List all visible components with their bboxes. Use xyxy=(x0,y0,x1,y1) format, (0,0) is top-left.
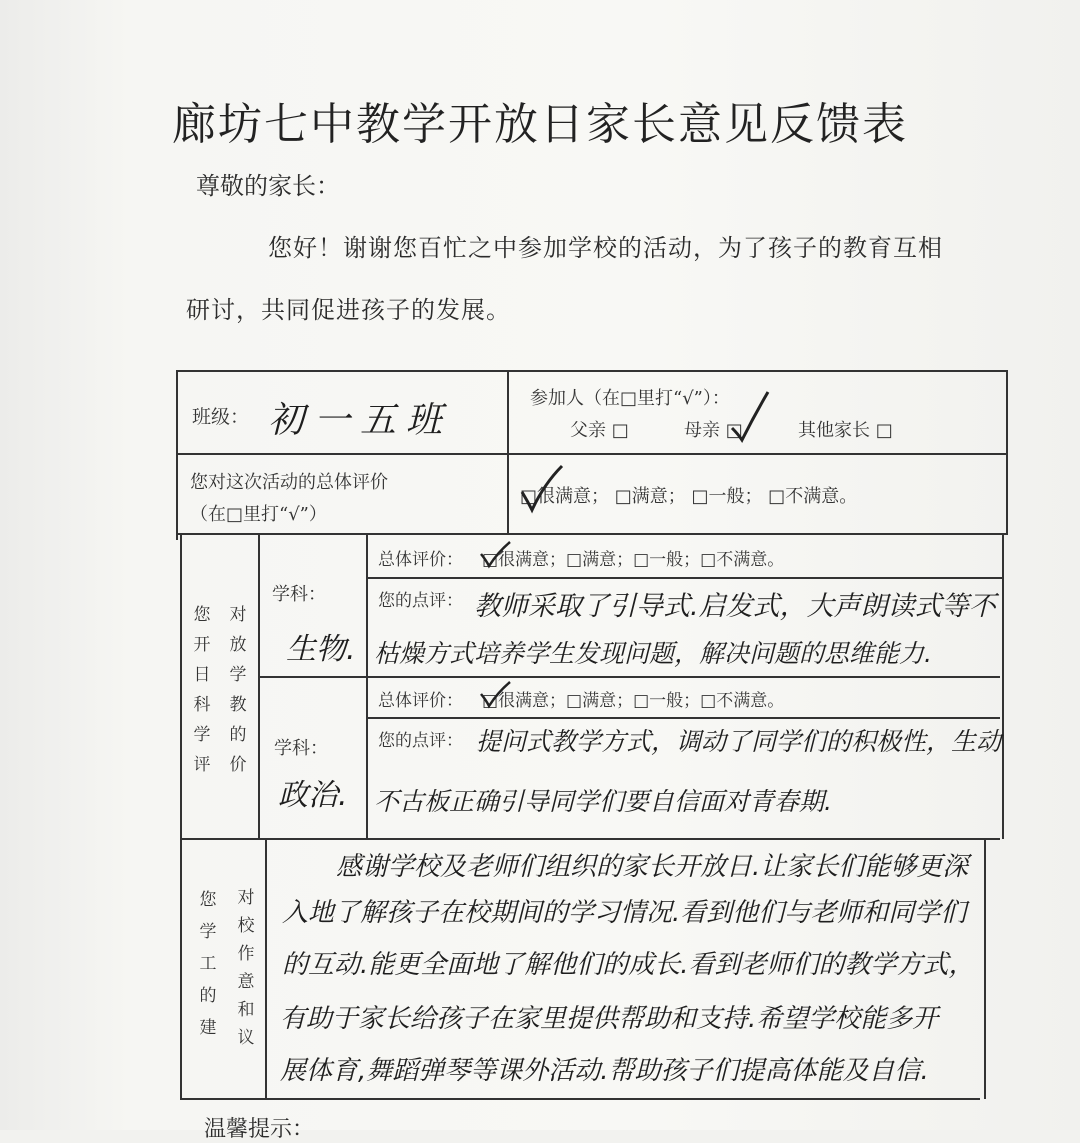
checkmark-icon xyxy=(478,680,512,710)
subject-2-rating-label: 总体评价： xyxy=(378,691,463,711)
table-col-divider xyxy=(265,838,267,1099)
participant-father[interactable]: 父亲 □ xyxy=(570,420,629,441)
intro-line-2: 研讨，共同促进孩子的发展。 xyxy=(186,296,511,324)
checkmark-icon xyxy=(516,462,566,516)
table-row-divider xyxy=(176,533,1006,535)
subject-section-label-col1: 您开日科学评 xyxy=(193,605,211,775)
checkmark-icon xyxy=(478,540,512,570)
table-row-divider xyxy=(180,838,1000,840)
table-col-divider xyxy=(507,370,509,535)
intro-line-1: 您好！谢谢您百忙之中参加学校的活动，为了孩子的教育互相 xyxy=(268,234,943,262)
table-border-right xyxy=(1006,370,1008,535)
table-row-divider xyxy=(368,577,1004,579)
checkmark-icon xyxy=(728,388,776,448)
table-col-divider xyxy=(366,533,368,839)
overall-label-line1: 您对这次活动的总体评价 xyxy=(190,472,388,493)
subject-2-label: 学科： xyxy=(274,738,328,759)
overall-label-line2: （在□里打“√”） xyxy=(190,504,327,525)
subject-1-name: 生物. xyxy=(286,632,356,667)
subject-section-label-col2: 对放学教的价 xyxy=(229,605,247,775)
participant-other[interactable]: 其他家长 □ xyxy=(798,420,893,441)
subject-2-comment-line1: 提问式教学方式，调动了同学们的积极性，生动 xyxy=(476,727,1002,756)
table-row-divider xyxy=(176,453,1008,455)
subject-2-comment-line2: 不古板正确引导同学们要自信面对青春期. xyxy=(374,787,832,816)
greeting: 尊敬的家长： xyxy=(196,172,340,200)
table-border-left xyxy=(180,533,182,1099)
participant-label: 参加人（在□里打“√”）： xyxy=(530,388,730,409)
overall-options[interactable]: □很满意； □满意； □一般； □不满意。 xyxy=(520,486,858,507)
form-title: 廊坊七中教学开放日家长意见反馈表 xyxy=(172,99,908,150)
table-row-divider xyxy=(258,676,1000,678)
subject-1-comment-line1: 教师采取了引导式.启发式，大声朗读式等不 xyxy=(474,591,996,622)
table-border-left xyxy=(176,370,178,540)
subject-1-comment-line2: 枯燥方式培养学生发现问题，解决问题的思维能力. xyxy=(374,639,932,668)
suggestion-label-col2: 对校作意和议 xyxy=(237,888,255,1048)
suggestion-line-4: 有助于家长给孩子在家里提供帮助和支持.希望学校能多开 xyxy=(280,1004,939,1034)
subject-2-comment-label: 您的点评： xyxy=(378,731,463,751)
subject-1-rating-label: 总体评价： xyxy=(378,550,463,570)
class-label: 班级： xyxy=(192,406,250,428)
suggestion-line-1: 感谢学校及老师们组织的家长开放日.让家长们能够更深 xyxy=(336,852,969,882)
table-border-right xyxy=(1002,533,1004,839)
footer-tip: 温馨提示： xyxy=(204,1117,315,1142)
subject-1-comment-label: 您的点评： xyxy=(378,591,463,611)
subject-2-name: 政治. xyxy=(278,778,348,813)
subject-1-rating-options[interactable]: □很满意；□满意；□一般；□不满意。 xyxy=(482,550,785,570)
participant-mother[interactable]: 母亲 □ xyxy=(684,420,743,441)
table-row-divider xyxy=(368,717,1000,719)
suggestion-line-2: 入地了解孩子在校期间的学习情况.看到他们与老师和同学们 xyxy=(282,898,967,928)
suggestion-line-5: 展体育,舞蹈弹琴等课外活动.帮助孩子们提高体能及自信. xyxy=(280,1056,929,1086)
table-border-top xyxy=(176,370,1008,372)
suggestion-line-3: 的互动.能更全面地了解他们的成长.看到老师们的教学方式， xyxy=(282,950,975,980)
class-value: 初一五班 xyxy=(268,400,453,441)
table-col-divider xyxy=(258,533,260,839)
subject-2-rating-options[interactable]: □很满意；□满意；□一般；□不满意。 xyxy=(482,691,785,711)
table-border-right xyxy=(984,838,986,1099)
subject-1-label: 学科： xyxy=(272,584,326,605)
suggestion-label-col1: 您学工的建 xyxy=(199,890,217,1038)
table-border-bottom xyxy=(180,1098,980,1100)
